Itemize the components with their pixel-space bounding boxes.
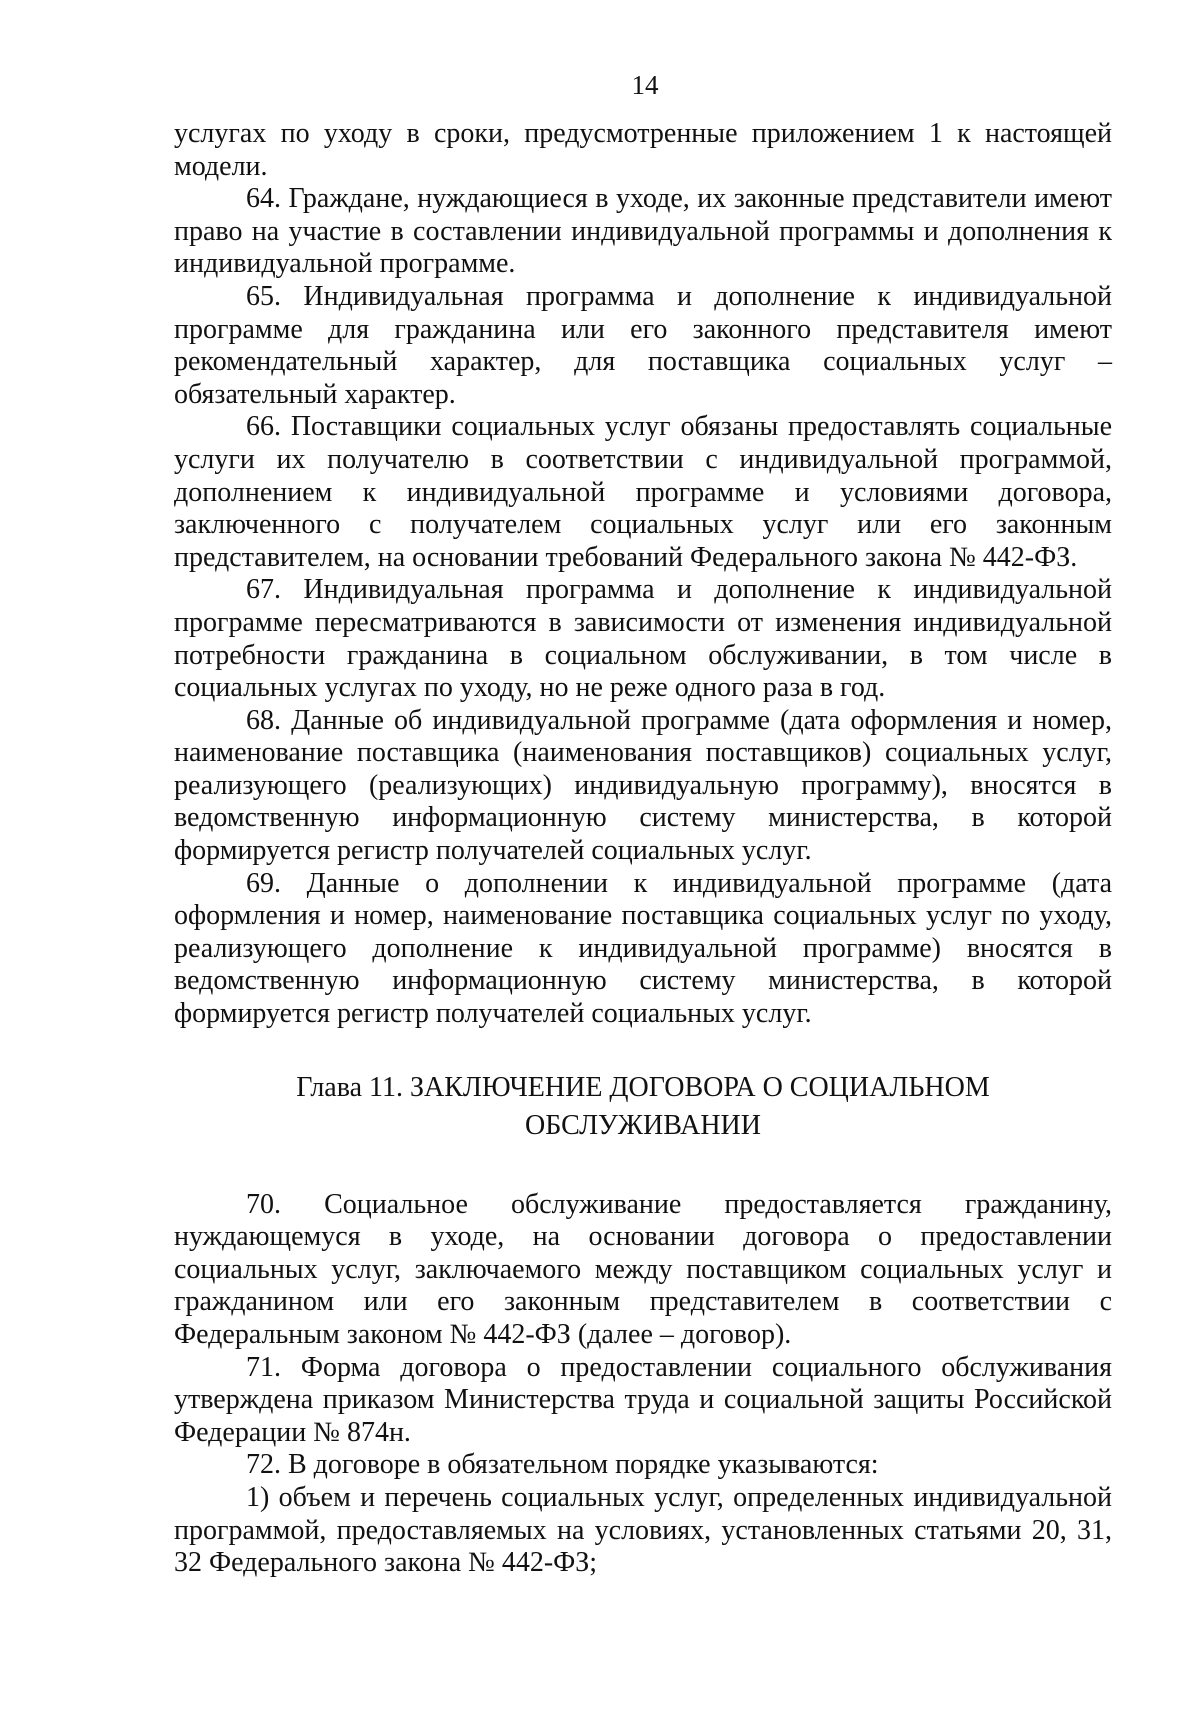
paragraph-70: 70. Социальное обслуживание предоставляется гражданину, нуждающемуся в уходе, на основании договора о предоставлении социальных услуг, заключаемого между поставщиком социальных услуг и гражданином или его законным представителем в соответствии с Федеральным законом № 442-ФЗ (далее – договор). xyxy=(174,1188,1112,1350)
paragraph-68: 68. Данные об индивидуальной программе (дата оформления и номер, наименование поставщика (наименования поставщиков) социальных услуг, реализующего (реализующих) индивидуальную программу), вносятся в ведомственную информационную систему министерства, в которой формируется регистр получателей социальных услуг. xyxy=(174,704,1112,867)
paragraph-72: 72. В договоре в обязательном порядке указываются: xyxy=(246,1449,879,1481)
chapter-heading xyxy=(174,1069,1112,1145)
chapter-heading-line-1: Глава 11. ЗАКЛЮЧЕНИЕ ДОГОВОРА О СОЦИАЛЬНОМ xyxy=(296,1071,990,1103)
document-body xyxy=(174,118,1112,1580)
paragraph-64: 64. Граждане, нуждающиеся в уходе, их законные представители имеют право на участие в составлении индивидуальной программы и дополнения к индивидуальной программе. xyxy=(174,183,1112,280)
paragraph-66: 66. Поставщики социальных услуг обязаны предоставлять социальные услуги их получателю в соответствии с индивидуальной программой, дополнением к индивидуальной программе и условиями договора, заключенного с получателем социальных услуг или его законным представителем, на основании требований Федерального закона № 442-ФЗ. xyxy=(174,411,1112,573)
paragraph-71: 71. Форма договора о предоставлении социального обслуживания утверждена приказом Министерства труда и социальной защиты Российской Федерации № 874н. xyxy=(174,1351,1112,1448)
paragraph-63-continuation: услугах по уходу в сроки, предусмотренные приложением 1 к настоящей модели. xyxy=(174,118,1112,182)
paragraph-69: 69. Данные о дополнении к индивидуальной программе (дата оформления и номер, наименование поставщика социальных услуг по уходу, реализующего дополнение к индивидуальной программе) вносятся в ведомственную информационную систему министерства, в которой формируется регистр получателей социальных услуг. xyxy=(174,867,1112,1030)
page-number: 14 xyxy=(631,70,659,100)
paragraph-72-item-1: 1) объем и перечень социальных услуг, определенных индивидуальной программой, предоставляемых на условиях, установленных статьями 20, 31, 32 Федерального закона № 442-ФЗ; xyxy=(174,1481,1112,1579)
chapter-heading-line-2: ОБСЛУЖИВАНИИ xyxy=(524,1109,761,1141)
paragraph-65: 65. Индивидуальная программа и дополнение к индивидуальной программе для гражданина или его законного представителя имеют рекомендательный характер, для поставщика социальных услуг – обязательный характер. xyxy=(174,280,1112,410)
paragraph-67: 67. Индивидуальная программа и дополнение к индивидуальной программе пересматриваются в зависимости от изменения индивидуальной потребности гражданина в социальном обслуживании, в том числе в социальных услугах по уходу, но не реже одного раза в год. xyxy=(174,574,1112,704)
